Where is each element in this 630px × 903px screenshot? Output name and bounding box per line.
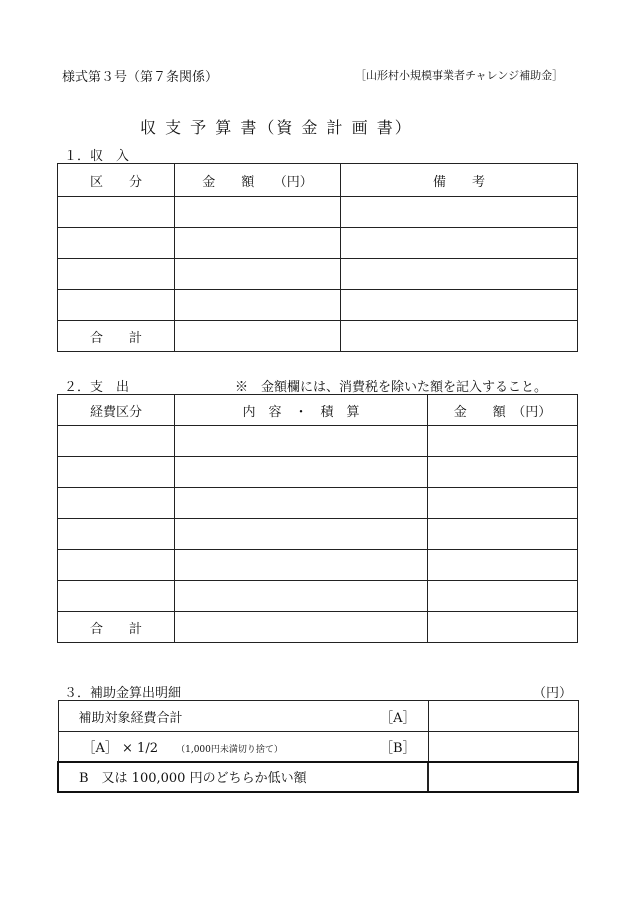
expense-heading: ２．支 出 [64,380,130,395]
income-cell[interactable] [341,228,578,259]
expense-cell[interactable] [428,426,578,457]
expense-cell[interactable] [58,519,175,550]
income-col-category: 区 分 [58,164,175,197]
income-cell[interactable] [58,290,175,321]
table-row [58,426,578,457]
table-row [58,550,578,581]
table-row [58,290,578,321]
income-heading: １．収 入 [64,149,130,164]
expense-total-details[interactable] [175,612,428,643]
table-row [58,488,578,519]
subsidy-table [57,700,579,793]
table-row [58,457,578,488]
income-cell[interactable] [175,197,341,228]
income-total-label: 合 計 [58,321,175,352]
income-cell[interactable] [58,259,175,290]
program-name: ［山形村小規模事業者チャレンジ補助金］ [355,69,564,82]
expense-note: ※ 金額欄には、消費税を除いた額を記入すること。 [235,380,548,395]
subsidy-amount-a[interactable] [428,701,578,732]
table-row [58,581,578,612]
expense-cell[interactable] [58,550,175,581]
table-row [58,259,578,290]
expense-cell[interactable] [428,488,578,519]
income-cell[interactable] [175,290,341,321]
subsidy-tag-a: ［A］ [380,710,416,726]
income-cell[interactable] [341,290,578,321]
expense-cell[interactable] [58,488,175,519]
expense-cell[interactable] [428,550,578,581]
income-total-row [58,321,578,352]
page-title: 収 支 予 算 書（資 金 計 画 書） [140,118,413,137]
subsidy-tag-b: ［B］ [379,740,416,756]
expense-table [57,394,578,643]
expense-cell[interactable] [428,581,578,612]
expense-cell[interactable] [58,457,175,488]
income-cell[interactable] [175,228,341,259]
subsidy-label-total: 補助対象経費合計 [78,710,183,726]
table-row [58,762,578,792]
income-cell[interactable] [341,197,578,228]
subsidy-amount-b[interactable] [428,732,578,762]
expense-cell[interactable] [175,457,428,488]
expense-col-category: 経費区分 [58,395,175,426]
subsidy-label-rounding: （1,000円未満切り捨て） [176,744,283,755]
expense-cell[interactable] [175,488,428,519]
income-total-remarks[interactable] [341,321,578,352]
income-table [57,163,578,352]
subsidy-label-final: B 又は 100,000 円のどちらか低い額 [79,771,307,786]
expense-cell[interactable] [175,519,428,550]
expense-cell[interactable] [428,457,578,488]
expense-cell[interactable] [58,426,175,457]
expense-total-amount[interactable] [428,612,578,643]
expense-cell[interactable] [175,581,428,612]
income-col-amount: 金 額 （円） [175,164,341,197]
income-cell[interactable] [175,259,341,290]
income-cell[interactable] [341,259,578,290]
subsidy-unit: （円） [533,686,573,701]
subsidy-amount-final[interactable] [428,762,578,792]
subsidy-label-half: ［A］ × 1/2 [82,740,158,756]
income-total-amount[interactable] [175,321,341,352]
table-row [58,732,578,762]
expense-col-amount: 金 額 （円） [428,395,578,426]
expense-cell[interactable] [175,550,428,581]
subsidy-heading: ３．補助金算出明細 [64,686,182,701]
expense-cell[interactable] [428,519,578,550]
table-row [58,519,578,550]
income-cell[interactable] [58,228,175,259]
table-row [58,228,578,259]
expense-col-details: 内 容 ・ 積 算 [175,395,428,426]
expense-cell[interactable] [58,581,175,612]
table-row [58,701,578,732]
expense-total-label: 合 計 [58,612,175,643]
income-cell[interactable] [58,197,175,228]
table-row [58,197,578,228]
income-col-remarks: 備 考 [341,164,578,197]
form-number: 様式第３号（第７条関係） [62,70,219,85]
expense-total-row [58,612,578,643]
expense-cell[interactable] [175,426,428,457]
